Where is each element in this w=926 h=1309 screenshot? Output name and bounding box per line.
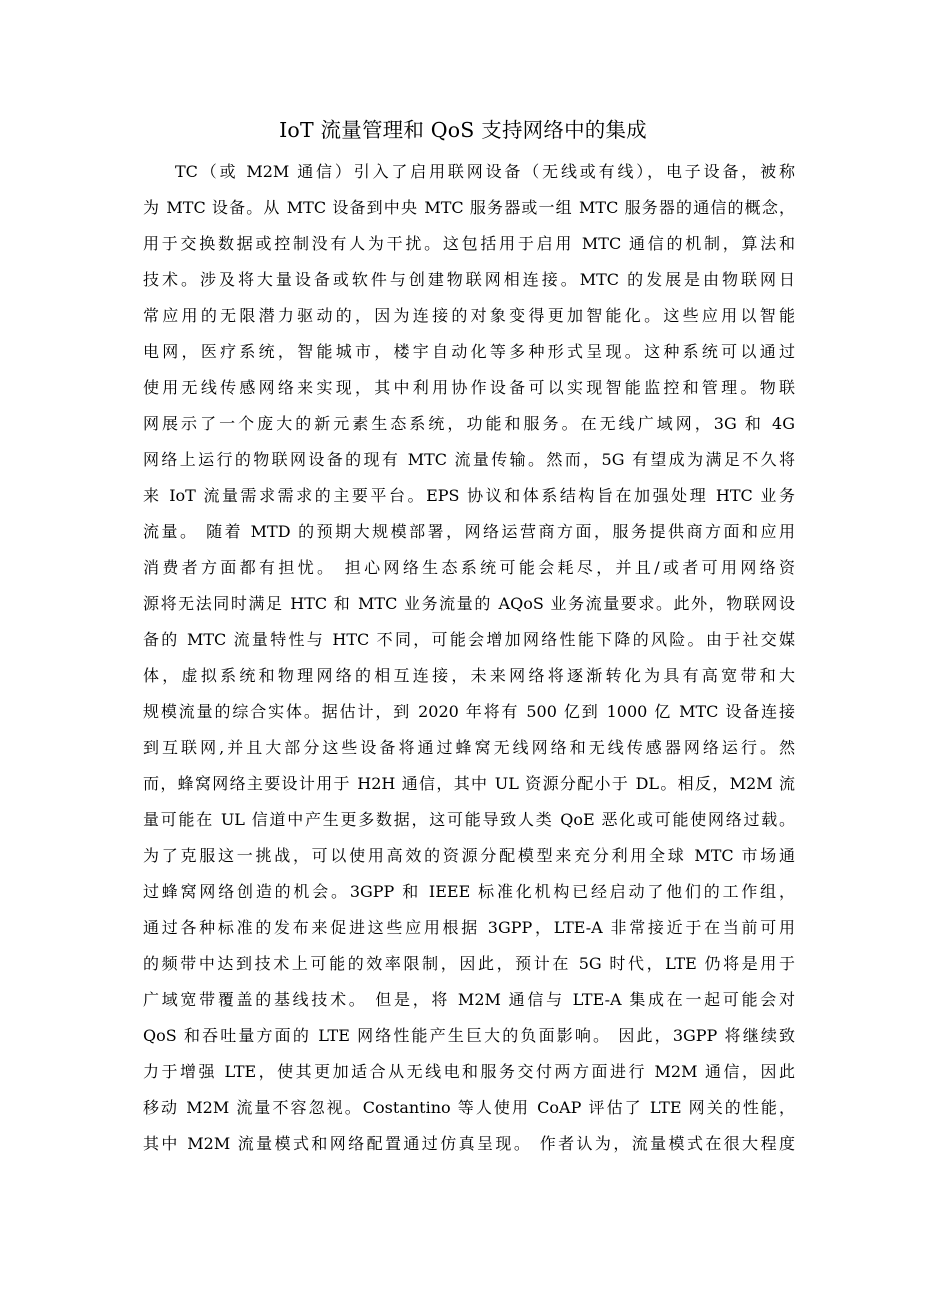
text-line: 源将无法同时满足 HTC 和 MTC 业务流量的 AQoS 业务流量要求。此外，物联网设	[143, 594, 795, 613]
text-line: 过蜂窝网络创造的机会。3GPP 和 IEEE 标准化机构已经启动了他们的工作组，	[143, 882, 795, 901]
text-line: 移动 M2M 流量不容忽视。Costantino 等人使用 CoAP 评估了 LTE 网关的性能，	[143, 1098, 795, 1117]
text-line: 网展示了一个庞大的新元素生态系统，功能和服务。在无线广域网，3G 和 4G	[143, 414, 795, 433]
text-line: 通过各种标准的发布来促进这些应用根据 3GPP，LTE-A 非常接近于在当前可用	[143, 918, 795, 937]
text-line: 流量。 随着 MTD 的预期大规模部署，网络运营商方面，服务提供商方面和应用	[143, 522, 795, 541]
text-line: 用于交换数据或控制没有人为干扰。这包括用于启用 MTC 通信的机制，算法和	[143, 234, 795, 253]
text-line: QoS 和吞吐量方面的 LTE 网络性能产生巨大的负面影响。 因此，3GPP 将继续致	[143, 1026, 795, 1045]
text-line: 的频带中达到技术上可能的效率限制，因此，预计在 5G 时代，LTE 仍将是用于	[143, 954, 795, 973]
text-line: 体，虚拟系统和物理网络的相互连接，未来网络将逐渐转化为具有高宽带和大	[143, 666, 795, 685]
text-line: TC（或 M2M 通信）引入了启用联网设备（无线或有线），电子设备，被称	[175, 162, 795, 181]
text-line: 其中 M2M 流量模式和网络配置通过仿真呈现。 作者认为，流量模式在很大程度	[143, 1134, 795, 1153]
text-line: 消费者方面都有担忧。 担心网络生态系统可能会耗尽，并且/或者可用网络资	[143, 558, 795, 577]
text-line: 力于增强 LTE，使其更加适合从无线电和服务交付两方面进行 M2M 通信，因此	[143, 1062, 795, 1081]
text-line: 技术。涉及将大量设备或软件与创建物联网相连接。MTC 的发展是由物联网日	[143, 270, 795, 289]
text-line: 常应用的无限潜力驱动的，因为连接的对象变得更加智能化。这些应用以智能	[143, 306, 795, 325]
text-line: 到互联网,并且大部分这些设备将通过蜂窝无线网络和无线传感器网络运行。然	[143, 738, 795, 757]
text-line: 广域宽带覆盖的基线技术。 但是，将 M2M 通信与 LTE-A 集成在一起可能会对	[143, 990, 795, 1009]
text-line: 而，蜂窝网络主要设计用于 H2H 通信，其中 UL 资源分配小于 DL。相反，M2M 流	[143, 774, 795, 793]
text-line: 为了克服这一挑战，可以使用高效的资源分配模型来充分利用全球 MTC 市场通	[143, 846, 795, 865]
document-title: IoT 流量管理和 QoS 支持网络中的集成	[279, 118, 647, 142]
text-line: 电网，医疗系统，智能城市，楼宇自动化等多种形式呈现。这种系统可以通过	[143, 342, 795, 361]
text-line: 备的 MTC 流量特性与 HTC 不同，可能会增加网络性能下降的风险。由于社交媒	[143, 630, 795, 649]
text-line: 来 IoT 流量需求需求的主要平台。EPS 协议和体系结构旨在加强处理 HTC 业务	[143, 486, 795, 505]
text-line: 规模流量的综合实体。据估计，到 2020 年将有 500 亿到 1000 亿 MTC 设备连接	[143, 702, 795, 721]
text-line: 使用无线传感网络来实现，其中利用协作设备可以实现智能监控和管理。物联	[143, 378, 795, 397]
document-body	[143, 154, 795, 1162]
text-line: 为 MTC 设备。从 MTC 设备到中央 MTC 服务器或一组 MTC 服务器的通信的概念，	[143, 198, 795, 217]
text-line: 量可能在 UL 信道中产生更多数据，这可能导致人类 QoE 恶化或可能使网络过载。	[143, 810, 795, 829]
text-line: 网络上运行的物联网设备的现有 MTC 流量传输。然而，5G 有望成为满足不久将	[143, 450, 795, 469]
